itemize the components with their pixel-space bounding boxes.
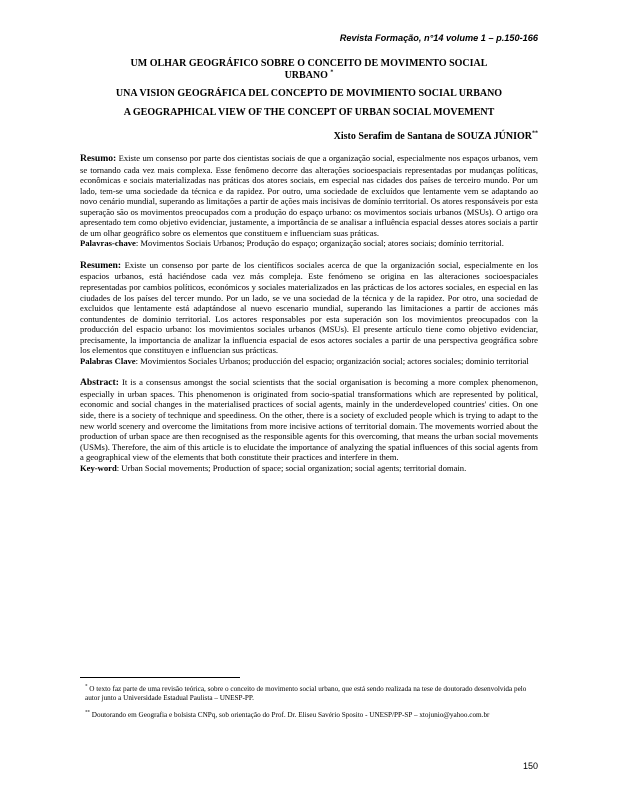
footnote-1-mark: *: [85, 684, 88, 690]
title-spanish: UNA VISION GEOGRÁFICA DEL CONCEPTO DE MOVIMIENTO SOCIAL URBANO: [115, 88, 503, 99]
title-footnote-mark: *: [330, 69, 334, 76]
title-english: A GEOGRAPHICAL VIEW OF THE CONCEPT OF URBAN SOCIAL MOVEMENT: [123, 106, 495, 118]
resumo-text: Existe um consenso por parte dos cientistas sociais de que a organização social, especialmente nos espaços urbanos, vem se tornando cada vez mais complexa. Esse fenômeno decorre das alterações socioespaciais representadas por mudanças políticas, econômicas e sociais materializadas nas práticas dos atores sociais, em especial nas cidades dos países de terceiro mundo. Por um lado, tem-se uma sociedade da técnica e da rapidez. Por outro, uma sociedade de excluídos que lentamente vem se adaptando ao novo cenário mundial, superando as limitações a partir de ações mais incisivas de domínio territorial. Os atores responsáveis por esta superação são os movimentos preocupados com a produção do espaço urbano: os movimentos sociais urbanos (MSUs). O artigo ora apresentado tem como objetivo evidenciar, justamente, a importância de se analisar a influência espacial desses atores sociais a partir de um olhar geográfico sobre os elementos que constituem e influenciam suas práticas.: [80, 153, 538, 238]
resumen-block: [80, 260, 538, 366]
abstract-text: It is a consensus amongst the social scientists that the social organisation is becoming a more complex phenomenon, especially in urban spaces. This phenomenon is originated from socio-spatial transformations which are represented by political, economic and social changes in the materialised practices of social agents, mainly in the underdeveloped countries' cities. On one side, there is a society of technique and speediness. On the other, there is a society of excluded people which is trying to adapt to the new world scenery and overcome the limitations from more incisive actions of territorial domain. The movements worried about the production of urban space are then recognised as the responsible agents for this overcoming, that means the urban social movements (USMs). Therefore, the aim of this article is to elucidate the importance of analyzing the spatial influences of this social agents from a geographical view of the elements that both constitute their practices and interfere in them.: [80, 377, 538, 463]
abstracts-section: [80, 153, 538, 473]
resumo-label: Resumo:: [80, 153, 117, 164]
footnote-2: [80, 711, 538, 720]
resumo-block: [80, 153, 538, 249]
title-portuguese: UM OLHAR GEOGRÁFICO SOBRE O CONCEITO DE MOVIMENTO SOCIAL URBANO *: [130, 58, 488, 81]
author-line: Xisto Serafim de Santana de SOUZA JÚNIOR**: [333, 130, 538, 142]
page-number: 150: [522, 761, 538, 771]
resumen-keywords-text: : Movimientos Sociales Urbanos; producción del espacio; organización social; actores sociales; dominio territorial: [135, 355, 529, 366]
resumen-keywords-label: Palabras Clave: [80, 355, 136, 366]
footnotes: [80, 677, 538, 720]
resumen-text: Existe un consenso por parte de los científicos sociales acerca de que la organización social, especialmente en los espacios urbanos, está haciéndose cada vez más compleja. Este fenómeno se origina en las alteraciones socioespaciales representadas por cambios políticos, económicos y sociales materializados en las prácticas de los actores sociales, en especial en las ciudades de los países del tercer mundo. Por un lado, se ve una sociedad de la técnica y de la rapidez. Por otro, una sociedad de excluidos que lentamente está adaptándose al nuevo escenario mundial, superando las limitaciones a partir de acciones más contundentes de dominio territorial. Los actores responsables por esta superación son los movimientos preocupados con la producción del espacio urbano: los movimientos sociales urbanos (MSUs). El presente artículo tiene como objetivo evidenciar, precisamente, la importancia de analizar la influencia espacial de esos actores sociales a partir de una perspectiva geográfica sobre los elementos que constituyen e influencian sus prácticas.: [80, 259, 538, 356]
journal-header: Revista Formação, n°14 volume 1 – p.150-166: [339, 33, 538, 43]
abstract-keywords-label: Key-word: [80, 462, 117, 473]
footnote-1: [80, 685, 538, 703]
footnote-2-text: Doutorando em Geografia e bolsista CNPq, sob orientação do Prof. Dr. Eliseu Savério Sposito - UNESP/PP-SP – xtojunio@yahoo.com.br: [91, 711, 490, 719]
resumo-keywords-text: : Movimentos Sociais Urbanos; Produção do espaço; organização social; atores sociais; domínio territorial.: [135, 238, 504, 249]
abstract-block: [80, 377, 538, 473]
footnote-2-mark: **: [85, 710, 90, 716]
resumen-label: Resumen:: [80, 259, 122, 271]
abstract-keywords-text: : Urban Social movements; Production of space; social organization; social agents; territorial domain.: [116, 462, 467, 473]
footnote-divider: [80, 677, 240, 678]
author-footnote-mark: **: [532, 130, 538, 137]
title-block: [80, 58, 538, 118]
abstract-label: Abstract:: [80, 377, 119, 389]
resumo-keywords-label: Palavras-chave: [80, 238, 136, 249]
footnote-1-text: O texto faz parte de uma revisão teórica, sobre o conceito de movimento social urbano, que está sendo realizada na tese de doutorado desenvolvida pelo autor junto a Universidade Estadual Paulista – UNESP-PP.: [85, 685, 527, 702]
